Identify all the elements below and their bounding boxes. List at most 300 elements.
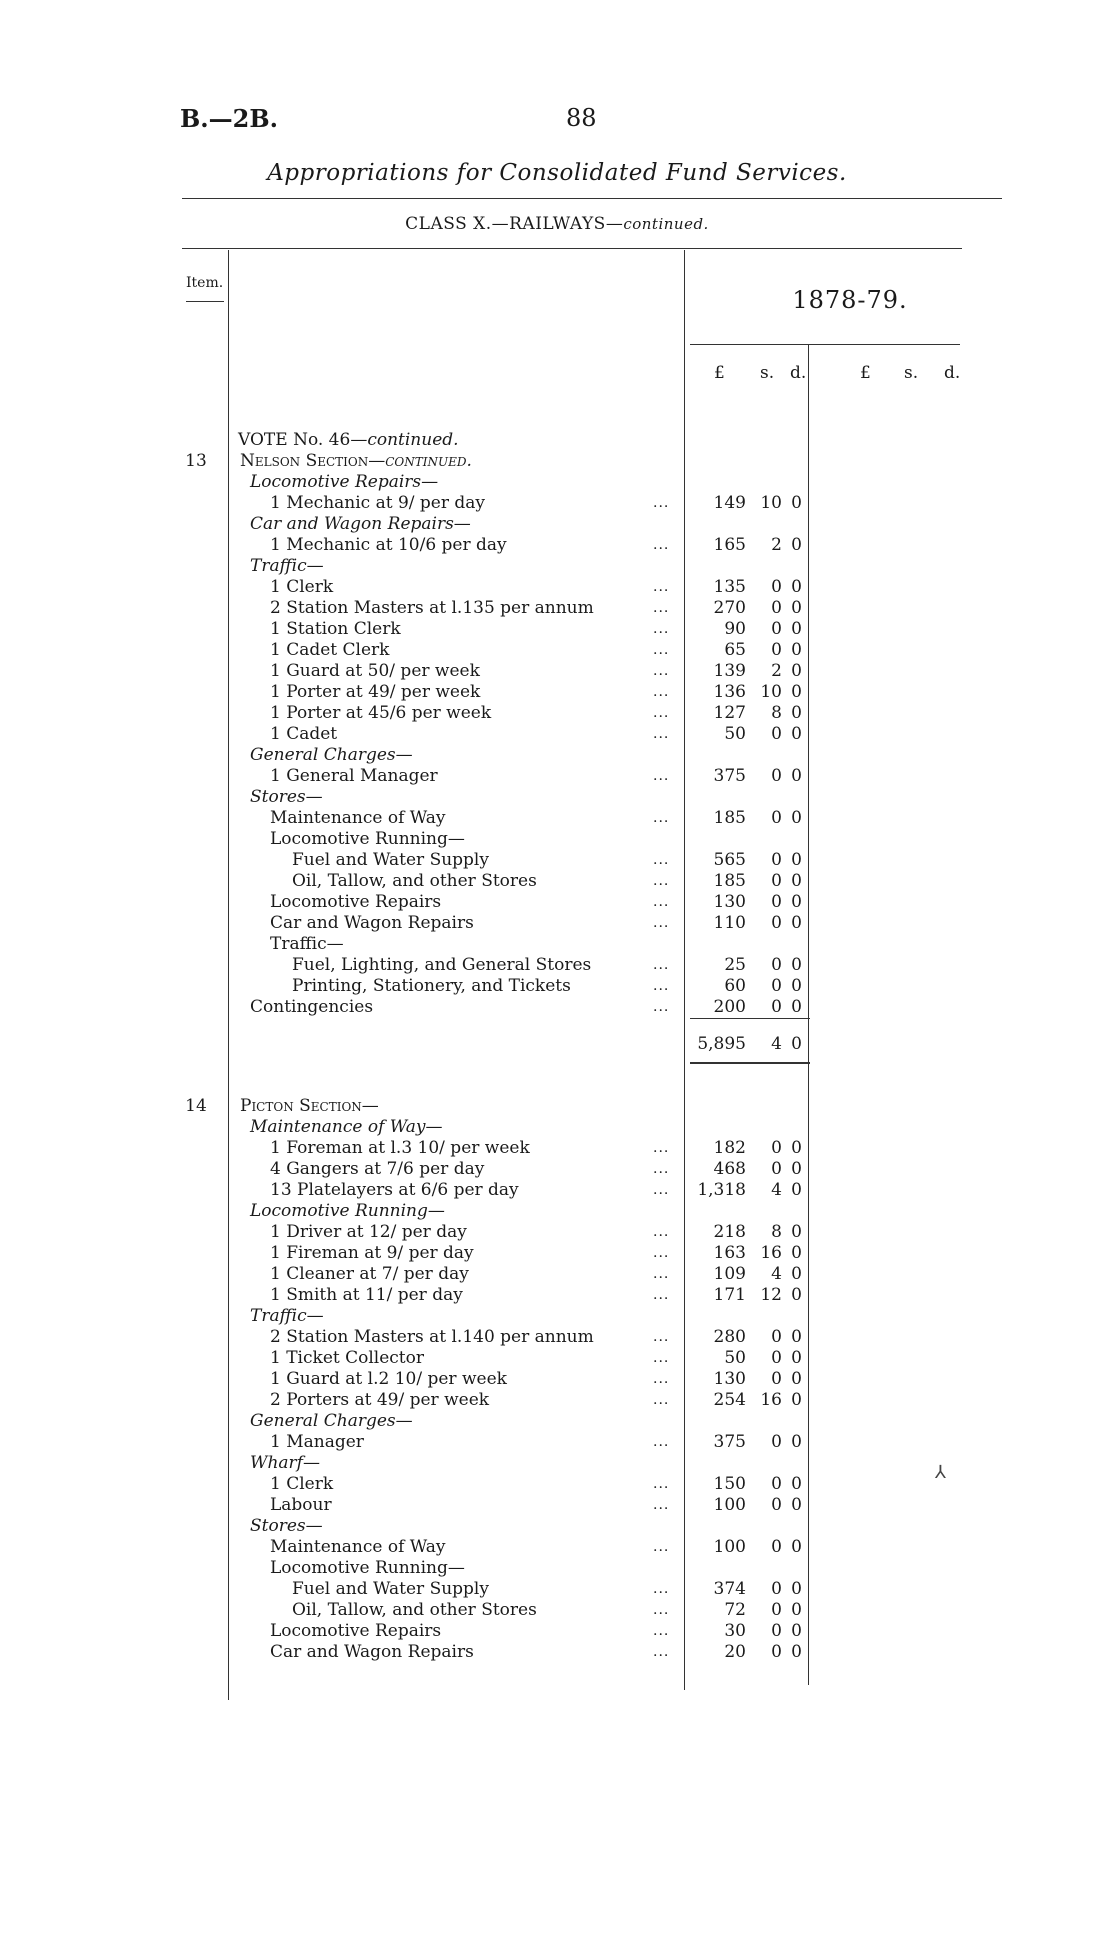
row-label [270,724,337,745]
table-row [0,640,1114,661]
row-label-text: Car and Wagon Repairs— [250,514,471,534]
table-row [0,1369,1114,1390]
row-label-continued: continued. [367,430,459,450]
col1-pence-header: d. [790,363,807,383]
amount-pence: 0 [791,1327,802,1347]
row-label [250,997,373,1018]
row-label [250,787,323,808]
row-label-text: Locomotive Repairs [270,892,442,912]
amount-pence: 0 [791,1474,802,1494]
amount-pence: 0 [791,766,802,786]
row-label-continued: continued. [385,451,472,471]
table-row [0,703,1114,724]
row-label-text: 1 Porter at 49/ per week [270,682,481,702]
row-label-text: 1 Clerk [270,1474,334,1494]
leader-dots: ... [653,1140,670,1156]
row-label [292,1579,489,1600]
table-row [0,1327,1114,1348]
row-label [292,850,489,871]
amount-shillings: 0 [771,724,782,744]
table-row [0,934,1114,955]
amount-pounds: 20 [724,1642,746,1662]
row-label [270,808,446,829]
amount-shillings: 16 [760,1243,782,1263]
page-number: 88 [566,104,597,132]
table-row [0,850,1114,871]
row-label [250,1453,320,1474]
col1-pounds-header: £ [714,363,725,383]
leader-dots: ... [653,1539,670,1555]
row-label [270,619,401,640]
row-label [270,1642,474,1663]
amount-shillings: 0 [771,997,782,1017]
row-label-text: Locomotive Repairs— [250,472,439,492]
row-label [270,703,491,724]
amount-shillings: 8 [771,703,782,723]
row-label [250,1117,443,1138]
row-label-text: 13 Platelayers at 6/6 per day [270,1180,519,1200]
col2-pounds-header: £ [860,363,871,383]
row-label [270,661,480,682]
amount-shillings: 0 [771,1327,782,1347]
row-label-text: 4 Gangers at 7/6 per day [270,1159,485,1179]
row-label-text: Wharf— [250,1453,320,1473]
leader-dots: ... [653,621,670,637]
leader-dots: ... [653,495,670,511]
row-label [250,472,438,493]
table-row [0,577,1114,598]
amount-pounds: 182 [713,1138,746,1158]
item-number: 13 [185,451,207,471]
table-row [0,1201,1114,1222]
table-row [0,1537,1114,1558]
amount-pence: 0 [791,1369,802,1389]
amount-pence: 0 [791,808,802,828]
leader-dots: ... [653,1392,670,1408]
amount-shillings: 0 [771,913,782,933]
row-label-text: Labour [270,1495,332,1515]
leader-dots: ... [653,537,670,553]
table-row [0,472,1114,493]
table-row [0,745,1114,766]
leader-dots: ... [653,1245,670,1261]
amount-pence: 0 [791,1621,802,1641]
amount-shillings: 2 [771,661,782,681]
amount-pence: 0 [791,913,802,933]
table-row [0,913,1114,934]
leader-dots: ... [653,684,670,700]
amount-pounds: 254 [713,1390,746,1410]
leader-dots: ... [653,978,670,994]
amount-pounds: 135 [713,577,746,597]
leader-dots: ... [653,1329,670,1345]
amount-pence: 0 [791,661,802,681]
year-underline [690,344,960,345]
row-label-text: 1 Smith at 11/ per day [270,1285,463,1305]
table-row [0,808,1114,829]
row-label-text: 1 Porter at 45/6 per week [270,703,492,723]
amount-shillings: 0 [771,577,782,597]
leader-dots: ... [653,1182,670,1198]
amount-pounds: 270 [713,598,746,618]
amount-pence: 0 [791,682,802,702]
table-row [0,1117,1114,1138]
amount-shillings: 0 [771,808,782,828]
table-row [0,766,1114,787]
row-label [292,1600,537,1621]
year-header: 1878-79. [792,286,908,314]
amount-shillings: 0 [771,1579,782,1599]
amount-pence: 0 [791,1348,802,1368]
amount-pounds: 90 [724,619,746,639]
amount-pounds: 185 [713,871,746,891]
row-label [270,1537,446,1558]
row-label [250,745,413,766]
amount-pence: 0 [791,997,802,1017]
amount-shillings: 0 [771,1432,782,1452]
leader-dots: ... [653,1581,670,1597]
row-label-text: Stores— [250,1516,323,1536]
row-label [270,1558,465,1579]
table-row [0,1453,1114,1474]
row-label-text: Oil, Tallow, and other Stores [292,871,537,891]
leader-dots: ... [653,1434,670,1450]
table-row [0,1180,1114,1201]
amount-pence: 0 [791,1138,802,1158]
amount-shillings: 0 [771,640,782,660]
leader-dots: ... [653,1623,670,1639]
amount-shillings: 0 [771,850,782,870]
amount-pounds: 375 [713,1432,746,1452]
leader-dots: ... [653,1287,670,1303]
table-row [0,556,1114,577]
row-label [250,514,471,535]
leader-dots: ... [653,999,670,1015]
amount-shillings: 0 [771,1159,782,1179]
row-label [270,1180,519,1201]
row-label [270,1327,594,1348]
row-label-text: Locomotive Running— [250,1201,445,1221]
document-reference: B.—2B. [180,104,278,133]
row-label-text: Contingencies [250,997,374,1017]
table-row [0,724,1114,745]
row-label-text: Locomotive Repairs [270,1621,442,1641]
row-label-text: 2 Station Masters at l.135 per annum [270,598,594,618]
leader-dots: ... [653,642,670,658]
amount-pounds: 30 [724,1621,746,1641]
row-label [238,430,459,451]
col2-pence-header: d. [944,363,961,383]
item-header-underline [186,301,224,302]
amount-pounds: 149 [713,493,746,513]
row-label [270,1138,530,1159]
amount-shillings: 12 [760,1285,782,1305]
row-label-text: Fuel and Water Supply [292,850,489,870]
row-label-text: Car and Wagon Repairs [270,1642,474,1662]
table-row [0,1222,1114,1243]
table-row [0,661,1114,682]
leader-dots: ... [653,894,670,910]
amount-pounds: 65 [724,640,746,660]
amount-pence: 0 [791,892,802,912]
amount-pence: 0 [791,1243,802,1263]
amount-shillings: 8 [771,1222,782,1242]
amount-pounds: 100 [713,1537,746,1557]
table-row [0,1432,1114,1453]
amount-pence: 0 [791,703,802,723]
amount-pence: 0 [791,1159,802,1179]
row-label-text: 1 Cleaner at 7/ per day [270,1264,469,1284]
row-label-text: Traffic— [250,556,324,576]
leader-dots: ... [653,663,670,679]
amount-shillings: 4 [771,1180,782,1200]
amount-pounds: 280 [713,1327,746,1347]
row-label-text: 1 Guard at l.2 10/ per week [270,1369,507,1389]
amount-pounds: 110 [713,913,746,933]
amount-shillings: 0 [771,1369,782,1389]
row-label-text: 1 Cadet [270,724,338,744]
row-label [270,1159,484,1180]
row-label [270,934,344,955]
table-row [0,997,1114,1018]
amount-pence: 0 [791,850,802,870]
row-label [292,976,571,997]
amount-pounds: 130 [713,1369,746,1389]
row-label [250,1411,413,1432]
row-label [292,955,591,976]
row-label [240,451,472,472]
amount-pounds: 127 [713,703,746,723]
amount-pounds: 136 [713,682,746,702]
leader-dots: ... [653,1161,670,1177]
amount-shillings: 10 [760,493,782,513]
amount-pounds: 163 [713,1243,746,1263]
amount-shillings: 0 [771,619,782,639]
table-row [0,619,1114,640]
leader-dots: ... [653,915,670,931]
amount-pounds: 50 [724,724,746,744]
row-label-text: Maintenance of Way [270,808,446,828]
amount-pence: 0 [791,577,802,597]
total-rule-top [690,1018,810,1019]
row-label [250,556,324,577]
amount-pence: 0 [791,1600,802,1620]
row-label [270,829,465,850]
amount-pence: 0 [791,1432,802,1452]
table-row [0,1159,1114,1180]
row-label [270,1369,507,1390]
row-label [270,1432,364,1453]
row-label-text: 2 Station Masters at l.140 per annum [270,1327,594,1347]
amount-pence: 0 [791,493,802,513]
row-label [270,1474,333,1495]
table-row [0,514,1114,535]
amount-shillings: 0 [771,1537,782,1557]
amount-pence: 0 [791,1285,802,1305]
table-row [0,1579,1114,1600]
amount-pence: 0 [791,955,802,975]
row-label-text: Fuel, Lighting, and General Stores [292,955,592,975]
row-label-text: Fuel and Water Supply [292,1579,489,1599]
table-row [0,1285,1114,1306]
amount-pounds: 171 [713,1285,746,1305]
row-label [270,493,485,514]
table-row [0,682,1114,703]
table-row [0,1306,1114,1327]
item-number: 14 [185,1096,207,1116]
amount-shillings: 0 [771,1621,782,1641]
row-label [270,1621,441,1642]
row-label-text: 1 Driver at 12/ per day [270,1222,467,1242]
row-label-text: Maintenance of Way [270,1537,446,1557]
amount-shillings: 0 [771,1474,782,1494]
row-label-text: 1 Manager [270,1432,364,1452]
amount-pence: 0 [791,619,802,639]
amount-shillings: 0 [771,871,782,891]
class-heading [0,214,1114,234]
leader-dots: ... [653,600,670,616]
row-label-text: Locomotive Running— [270,1558,465,1578]
leader-dots: ... [653,1602,670,1618]
row-label [270,1348,424,1369]
row-label-text: 1 Fireman at 9/ per day [270,1243,474,1263]
amount-pence: 0 [791,871,802,891]
amount-shillings: 0 [771,766,782,786]
amount-shillings: 0 [771,1495,782,1515]
row-label [270,1264,469,1285]
amount-shillings: 4 [771,1264,782,1284]
table-row [0,1034,1114,1055]
row-label [270,1495,332,1516]
row-label [270,1243,474,1264]
leader-dots: ... [653,873,670,889]
amount-shillings: 2 [771,535,782,555]
row-label-text: 1 Mechanic at 10/6 per day [270,535,507,555]
amount-pence: 0 [791,1264,802,1284]
leader-dots: ... [653,1266,670,1282]
amount-pounds: 139 [713,661,746,681]
amount-pence: 0 [791,1495,802,1515]
amount-pounds: 50 [724,1348,746,1368]
leader-dots: ... [653,1497,670,1513]
table-row [0,1264,1114,1285]
total-rule-bottom [690,1062,810,1064]
amount-shillings: 4 [771,1034,782,1054]
amount-pence: 0 [791,535,802,555]
row-label-text: 1 Ticket Collector [270,1348,425,1368]
table-row [0,1474,1114,1495]
amount-pence: 0 [791,1579,802,1599]
amount-shillings: 0 [771,1600,782,1620]
amount-pence: 0 [791,1222,802,1242]
amount-pence: 0 [791,1537,802,1557]
row-label-text: 1 Station Clerk [270,619,401,639]
table-row [0,1243,1114,1264]
table-row [0,1390,1114,1411]
row-label-text: VOTE No. 46— [238,430,368,450]
amount-pence: 0 [791,724,802,744]
amount-pounds: 109 [713,1264,746,1284]
row-label [270,766,438,787]
table-row [0,1621,1114,1642]
class-heading-continued: continued. [623,215,709,233]
col2-shillings-header: s. [904,363,919,383]
col1-shillings-header: s. [760,363,775,383]
table-row [0,829,1114,850]
amount-pounds: 150 [713,1474,746,1494]
row-label-text: General Charges— [250,1411,413,1431]
leader-dots: ... [653,768,670,784]
row-label-text: 2 Porters at 49/ per week [270,1390,490,1410]
amount-pounds: 25 [724,955,746,975]
amount-shillings: 0 [771,1348,782,1368]
row-label-text: General Charges— [250,745,413,765]
row-label-text: Printing, Stationery, and Tickets [292,976,571,996]
row-label [270,892,441,913]
row-label-text: 1 Mechanic at 9/ per day [270,493,486,513]
table-row [0,1600,1114,1621]
amount-pence: 0 [791,1180,802,1200]
table-row [0,1558,1114,1579]
row-label-text: Picton Section— [240,1096,379,1116]
leader-dots: ... [653,1224,670,1240]
table-row [0,871,1114,892]
row-label-text: Maintenance of Way— [250,1117,443,1137]
row-label [270,577,333,598]
amount-pence: 0 [791,1390,802,1410]
row-label-text: 1 Guard at 50/ per week [270,661,480,681]
table-top-rule [182,248,962,249]
amount-pounds: 5,895 [697,1034,746,1054]
amount-pounds: 374 [713,1579,746,1599]
table-row [0,1516,1114,1537]
amount-shillings: 0 [771,598,782,618]
row-label-text: Traffic— [270,934,344,954]
amount-pounds: 375 [713,766,746,786]
table-row [0,976,1114,997]
leader-dots: ... [653,579,670,595]
row-label [240,1096,379,1117]
amount-shillings: 10 [760,682,782,702]
item-column-header: Item. [186,275,224,291]
margin-mark: ⅄ [935,1462,946,1483]
row-label-text: Oil, Tallow, and other Stores [292,1600,537,1620]
row-label-text: Nelson Section— [240,451,386,471]
row-label [270,535,507,556]
amount-pence: 0 [791,1034,802,1054]
leader-dots: ... [653,852,670,868]
leader-dots: ... [653,705,670,721]
page-title: Appropriations for Consolidated Fund Services. [267,160,847,186]
class-heading-text: CLASS X.—RAILWAYS— [405,214,624,234]
table-row [0,1348,1114,1369]
row-label [270,1390,489,1411]
row-label [250,1201,445,1222]
amount-pounds: 185 [713,808,746,828]
amount-pence: 0 [791,640,802,660]
row-label-text: Locomotive Running— [270,829,465,849]
table-row [0,598,1114,619]
table-row [0,493,1114,514]
amount-shillings: 0 [771,976,782,996]
amount-pounds: 200 [713,997,746,1017]
amount-pence: 0 [791,598,802,618]
amount-pounds: 218 [713,1222,746,1242]
amount-pounds: 100 [713,1495,746,1515]
amount-pounds: 60 [724,976,746,996]
amount-pence: 0 [791,976,802,996]
row-label [270,1222,467,1243]
